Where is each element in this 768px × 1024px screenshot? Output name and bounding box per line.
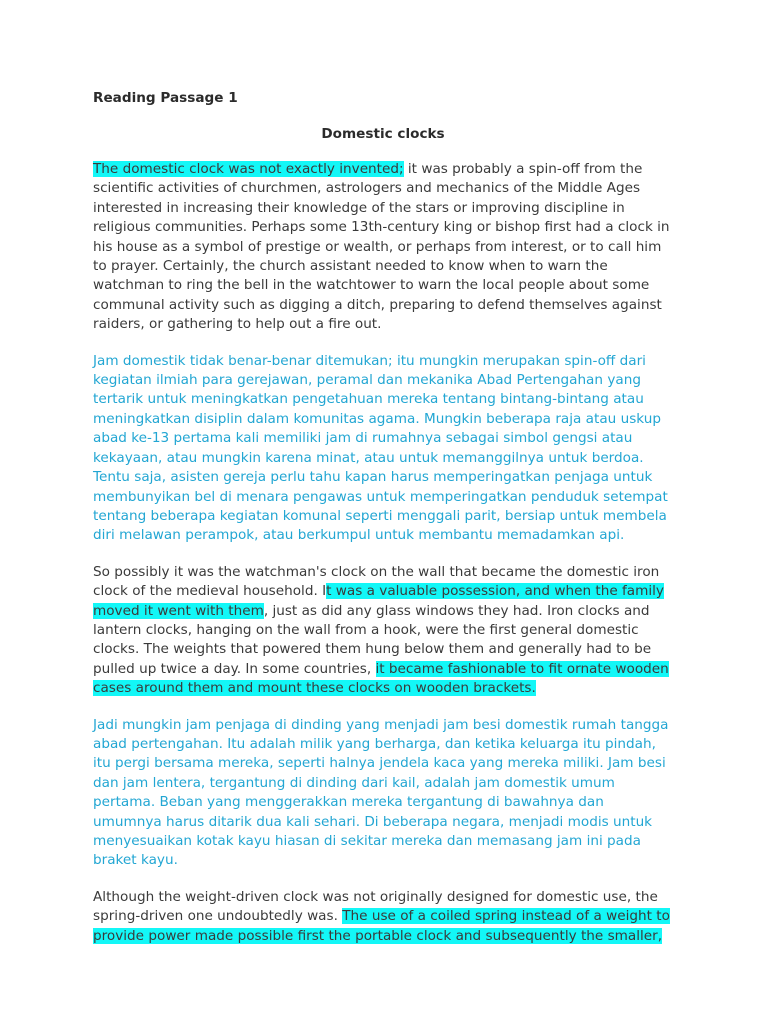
document-page <box>93 88 673 963</box>
paragraph-text: So possibly it was the watchman's clock on the wall that became the domestic iron clock of the medieval household. I <box>93 563 660 600</box>
highlighted-text: it became fashionable to fit ornate wooden cases around them and mount these clocks on wooden brackets. <box>93 660 669 697</box>
passage-heading: Reading Passage 1 <box>93 90 238 106</box>
paragraph-text: Although the weight-driven clock was not originally designed for domestic use, the spring-driven one undoubtedly was. <box>93 888 658 925</box>
english-paragraph <box>93 888 673 946</box>
highlighted-text: The use of a coiled spring instead of a weight to provide power made possible first the portable clock and subsequently the smaller, <box>93 908 670 944</box>
translation-paragraph <box>93 352 673 546</box>
document-title: Domestic clocks <box>321 126 445 142</box>
passage-body <box>93 160 673 946</box>
paragraph-text: , just as did any glass windows they had. Iron clocks and lantern clocks, hanging on the wall from a hook, were the first general domestic clocks. The weights that powered them hung below them and generally had to be pulled up twice a day. In some countries, <box>93 602 652 677</box>
highlighted-text: The domestic clock was not exactly invented; <box>93 161 404 177</box>
english-paragraph <box>93 160 673 335</box>
paragraph-text: Jadi mungkin jam penjaga di dinding yang menjadi jam besi domestik rumah tangga abad pertengahan. Itu adalah milik yang berharga, dan ketika keluarga itu pindah, itu pergi bersama mereka, seperti halnya jendela kaca yang mereka miliki. Jam besi dan jam lentera, tergantung di dinding dari kail, adalah jam domestik umum pertama. Beban yang menggerakkan mereka tergantung di bawahnya dan umumnya harus ditarik dua kali sehari. Di beberapa negara, menjadi modis untuk menyesuaikan kotak kayu hiasan di sekitar mereka dan memasang jam ini pada braket kayu. <box>93 716 669 869</box>
highlighted-text: t was a valuable possession, and when the family moved it went with them <box>93 583 664 619</box>
english-paragraph <box>93 563 673 699</box>
paragraph-text: it was probably a spin-off from the scientific activities of churchmen, astrologers and mechanics of the Middle Ages interested in increasing their knowledge of the stars or improving discipline in religious communities. Perhaps some 13th-century king or bishop first had a clock in his house as a symbol of prestige or wealth, or perhaps from interest, or to call him to prayer. Certainly, the church assistant needed to know when to warn the watchman to ring the bell in the watchtower to warn the local people about some communal activity such as digging a ditch, preparing to defend themselves against raiders, or gathering to help out a fire out. <box>93 161 670 333</box>
paragraph-text: Jam domestik tidak benar-benar ditemukan; itu mungkin merupakan spin-off dari kegiatan ilmiah para gerejawan, peramal dan mekanika Abad Pertengahan yang tertarik untuk meningkatkan pengetahuan mereka tentang bintang-bintang atau meningkatkan disiplin dalam komunitas agama. Mungkin beberapa raja atau uskup abad ke-13 pertama kali memiliki jam di rumahnya sebagai simbol gengsi atau kekayaan, atau mungkin karena minat, atau untuk memanggilnya untuk berdoa. Tentu saja, asisten gereja perlu tahu kapan harus memperingatkan penjaga untuk membunyikan bel di menara pengawas untuk memperingatkan penduduk setempat tentang beberapa kegiatan komunal seperti menggali parit, bersiap untuk membela diri melawan perampok, atau berkumpul untuk membantu memadamkan api. <box>93 352 668 544</box>
translation-paragraph <box>93 716 673 871</box>
